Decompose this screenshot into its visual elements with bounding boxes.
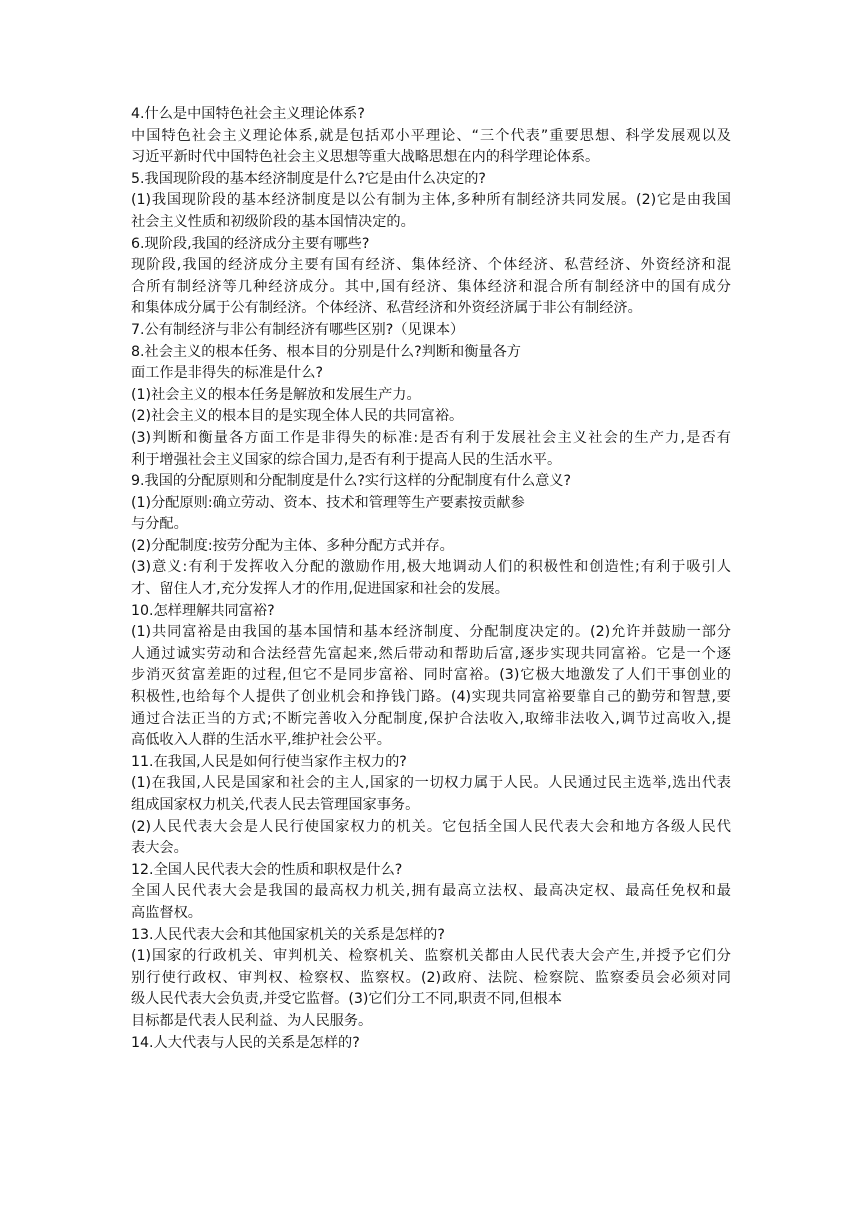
answer-line: (1)我国现阶段的基本经济制度是以公有制为主体,多种所有制经济共同发展。(2)它是由我国 xyxy=(131,192,731,209)
answer-line: (1)共同富裕是由我国的基本国情和基本经济制度、分配制度决定的。(2)允许并鼓励一部分 xyxy=(131,624,731,641)
answer-line: (2)社会主义的根本目的是实现全体人民的共同富裕。 xyxy=(131,408,464,425)
answer-line: 和集体成分属于公有制经济。个体经济、私营经济和外资经济属于非公有制经济。 xyxy=(131,300,642,317)
answer-line: 习近平新时代中国特色社会主义思想等重大战略思想在内的科学理论体系。 xyxy=(131,149,600,166)
document-page xyxy=(131,104,731,1054)
answer-line: 级人民代表大会负责,并受它监督。(3)它们分工不同,职责不同,但根本 xyxy=(131,991,562,1008)
answer-line: 现阶段,我国的经济成分主要有国有经济、集体经济、个体经济、私营经济、外资经济和混 xyxy=(131,257,731,274)
heading-q4: 4.什么是中国特色社会主义理论体系? xyxy=(131,106,365,122)
answer-line: (1)社会主义的根本任务是解放和发展生产力。 xyxy=(131,386,421,403)
answer-line: (2)人民代表大会是人民行使国家权力的机关。它包括全国人民代表大会和地方各级人民代 xyxy=(131,818,731,835)
answer-line: 表大会。 xyxy=(131,840,188,857)
answer-line: 人通过诚实劳动和合法经营先富起来,然后带动和帮助后富,逐步实现共同富裕。它是一个逐 xyxy=(131,645,731,662)
heading-q8: 8.社会主义的根本任务、根本目的分别是什么?判断和衡量各方 xyxy=(131,343,521,360)
answer-line: 别行使行政权、审判权、检察权、监察权。(2)政府、法院、检察院、监察委员会必须对同 xyxy=(131,969,731,986)
heading-q12: 12.全国人民代表大会的性质和职权是什么? xyxy=(131,861,403,878)
answer-line: (1)在我国,人民是国家和社会的主人,国家的一切权力属于人民。人民通过民主选举,选出代表 xyxy=(131,775,731,792)
answer-line: 通过合法正当的方式;不断完善收入分配制度,保护合法收入,取缔非法收入,调节过高收入,提 xyxy=(131,710,731,727)
answer-line: (1)分配原则:确立劳动、资本、技术和管理等生产要素按贡献参 xyxy=(131,494,525,511)
answer-line: 与分配。 xyxy=(131,516,188,533)
answer-line: 组成国家权力机关,代表人民去管理国家事务。 xyxy=(131,797,420,813)
heading-q5: 5.我国现阶段的基本经济制度是什么?它是由什么决定的? xyxy=(131,170,486,187)
heading-q7: 7.公有制经济与非公有制经济有哪些区别?（见课本） xyxy=(131,321,465,338)
answer-line: 高监督权。 xyxy=(131,904,202,921)
answer-line: (1)国家的行政机关、审判机关、检察机关、监察机关都由人民代表大会产生,并授予它们分 xyxy=(131,948,731,965)
answer-line: 目标都是代表人民利益、为人民服务。 xyxy=(131,1012,373,1029)
heading-q9: 9.我国的分配原则和分配制度是什么?实行这样的分配制度有什么意义? xyxy=(131,473,572,490)
answer-line: 利于增强社会主义国家的综合国力,是否有利于提高人民的生活水平。 xyxy=(131,451,562,468)
heading-q11: 11.在我国,人民是如何行使当家作主权力的? xyxy=(131,753,407,770)
answer-line: (3)判断和衡量各方面工作是非得失的标准:是否有利于发展社会主义社会的生产力,是否有 xyxy=(131,429,731,446)
heading-q10: 10.怎样理解共同富裕? xyxy=(131,602,275,619)
heading-q8-cont: 面工作是非得失的标准是什么? xyxy=(131,365,323,382)
answer-line: 社会主义性质和初级阶段的基本国情决定的。 xyxy=(131,213,415,230)
answer-line: 积极性,也给每个人提供了创业机会和挣钱门路。(4)实现共同富裕要靠自己的勤劳和智慧,要 xyxy=(131,689,731,706)
answer-line: (2)分配制度:按劳分配为主体、多种分配方式并存。 xyxy=(131,537,454,554)
heading-q6: 6.现阶段,我国的经济成分主要有哪些? xyxy=(131,235,370,252)
answer-line: 高低收入人群的生活水平,维护社会公平。 xyxy=(131,732,391,749)
answer-line: 合所有制经济等几种经济成分。其中,国有经济、集体经济和混合所有制经济中的国有成分 xyxy=(131,278,731,295)
answer-line: (3)意义:有利于发挥收入分配的激励作用,极大地调动人们的积极性和创造性;有利于吸引人 xyxy=(131,559,731,576)
answer-line: 全国人民代表大会是我国的最高权力机关,拥有最高立法权、最高决定权、最高任免权和最 xyxy=(131,883,731,900)
answer-line: 才、留住人才,充分发挥人才的作用,促进国家和社会的发展。 xyxy=(131,581,509,598)
heading-q14: 14.人大代表与人民的关系是怎样的? xyxy=(131,1034,360,1051)
answer-line: 步消灭贫富差距的过程,但它不是同步富裕、同时富裕。(3)它极大地激发了人们干事创业的 xyxy=(131,667,731,684)
heading-q13: 13.人民代表大会和其他国家机关的关系是怎样的? xyxy=(131,926,445,943)
answer-line: 中国特色社会主义理论体系,就是包括邓小平理论、“三个代表”重要思想、科学发展观以及 xyxy=(131,127,731,144)
